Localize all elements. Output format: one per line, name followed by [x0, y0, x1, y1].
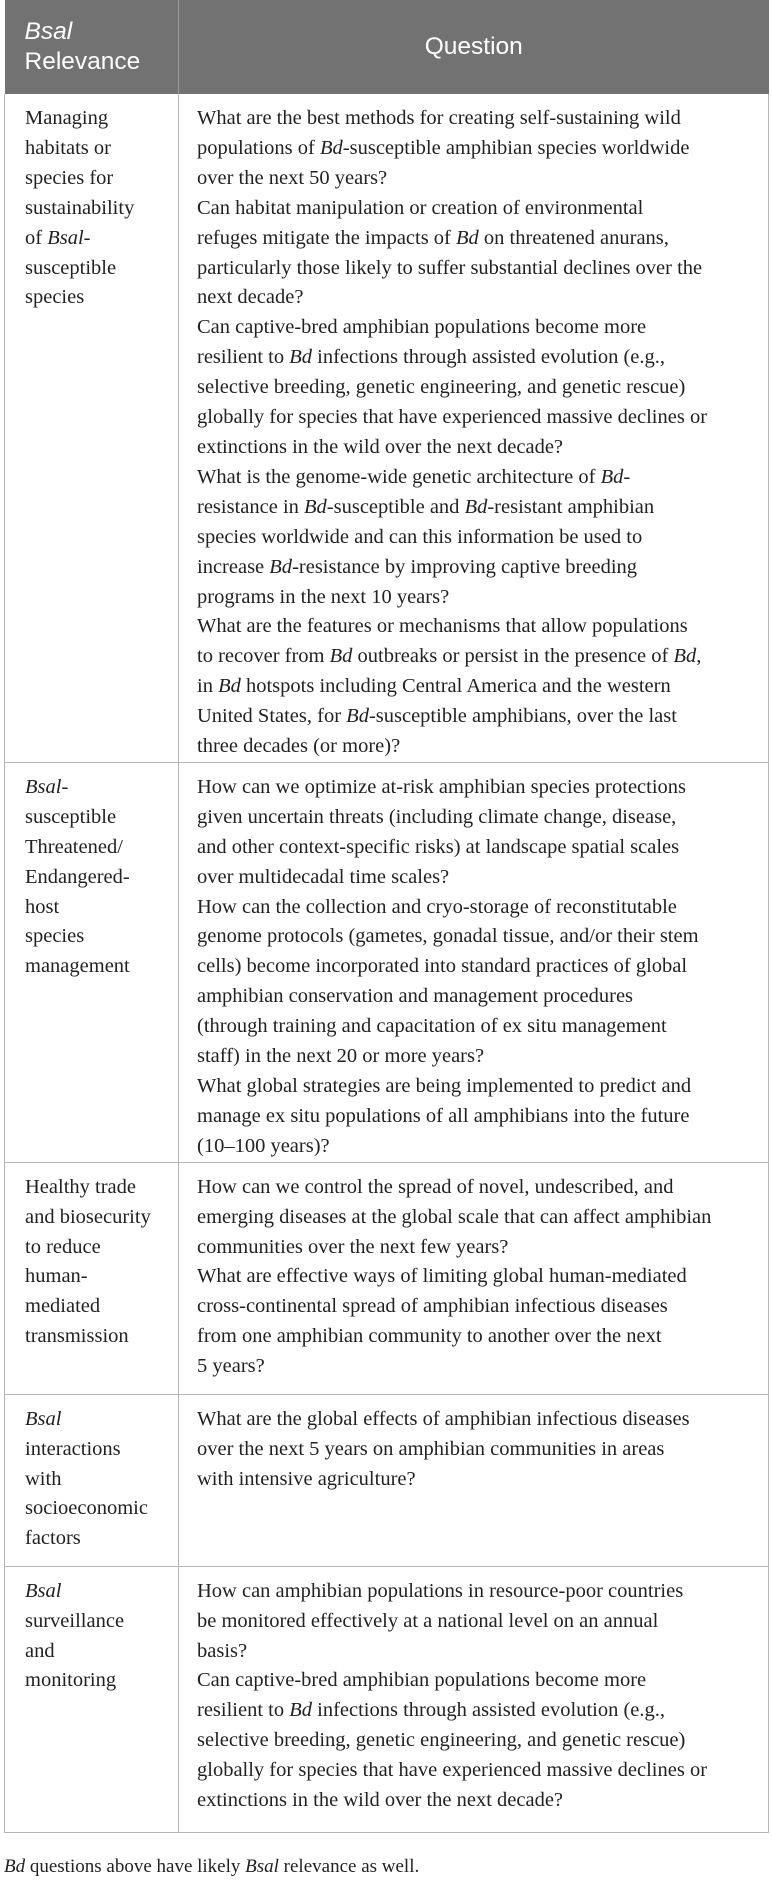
question-line: to recover from Bd outbreaks or persist in the presence of Bd, — [197, 645, 702, 668]
question-line: emerging diseases at the global scale that can affect amphibian — [197, 1205, 712, 1228]
question-line: 5 years? — [197, 1355, 265, 1378]
question-line: What are the best methods for creating self-sustaining wild — [197, 107, 681, 129]
header-relevance-line: Relevance — [24, 48, 141, 75]
relevance-line: susceptible — [25, 256, 117, 279]
relevance-line: surveillance — [25, 1609, 125, 1632]
question-line: with intensive agriculture? — [197, 1467, 416, 1490]
relevance-cell — [5, 1162, 179, 1394]
relevance-line: Endangered- — [25, 865, 130, 888]
question-line: resilient to Bd infections through assisted evolution (e.g., — [197, 346, 666, 369]
question-line: be monitored effectively at a national level on an annual — [197, 1609, 659, 1632]
relevance-line: socioeconomic — [25, 1497, 148, 1520]
question-text — [197, 612, 758, 762]
questions-table — [4, 0, 769, 1833]
question-text — [197, 463, 758, 613]
question-line: selective breeding, genetic engineering, and genetic rescue) — [197, 376, 686, 399]
question-line: How can the collection and cryo-storage of reconstitutable — [197, 895, 677, 918]
question-line: in Bd hotspots including Central America and the western — [197, 675, 671, 698]
question-line: (through training and capacitation of ex situ management — [197, 1015, 667, 1038]
table-row — [5, 1566, 769, 1832]
question-line: three decades (or more)? — [197, 735, 401, 758]
question-line: cells) become incorporated into standard practices of global — [197, 955, 688, 978]
question-line: next decade? — [197, 286, 304, 309]
question-line: What are the global effects of amphibian infectious diseases — [197, 1407, 690, 1430]
question-text — [197, 104, 758, 194]
question-line: What global strategies are being implemented to predict and — [197, 1075, 692, 1097]
relevance-line: interactions — [25, 1437, 121, 1460]
header-relevance-line: Bsal — [24, 18, 73, 45]
question-line: species worldwide and can this information be used to — [197, 525, 643, 548]
question-line: manage ex situ populations of all amphibians into the future — [197, 1104, 690, 1127]
table-footnote: Bd questions above have likely Bsal relevance as well. — [4, 1856, 420, 1877]
question-line: selective breeding, genetic engineering, and genetic rescue) — [197, 1729, 686, 1752]
relevance-line: Bsal — [25, 1407, 62, 1430]
question-line: Can captive-bred amphibian populations become more — [197, 316, 647, 339]
question-line: over the next 5 years on amphibian communities in areas — [197, 1437, 665, 1460]
table-header-row — [5, 0, 769, 94]
relevance-line: and biosecurity — [25, 1205, 151, 1228]
header-question: Question — [179, 0, 769, 94]
question-line: What are the features or mechanisms that allow populations — [197, 615, 688, 638]
question-text — [197, 1405, 758, 1495]
relevance-line: Managing — [25, 107, 109, 129]
question-text — [197, 194, 758, 314]
question-line: How can amphibian populations in resource-poor countries — [197, 1579, 684, 1602]
relevance-line: of Bsal- — [25, 226, 91, 249]
question-line: amphibian conservation and management procedures — [197, 985, 634, 1008]
relevance-line: and — [25, 1639, 55, 1662]
question-line: programs in the next 10 years? — [197, 585, 450, 608]
relevance-line: habitats or — [25, 136, 111, 159]
question-line: staff) in the next 20 or more years? — [197, 1045, 485, 1068]
relevance-line: Threatened/ — [25, 835, 123, 858]
question-cell — [179, 1162, 769, 1394]
relevance-cell — [5, 1566, 179, 1832]
question-line: globally for species that have experienced massive declines or — [197, 1759, 708, 1782]
question-line: (10–100 years)? — [197, 1134, 330, 1157]
relevance-line: Bsal- — [25, 775, 69, 798]
question-line: increase Bd-resistance by improving captive breeding — [197, 555, 638, 578]
question-line: populations of Bd-susceptible amphibian species worldwide — [197, 136, 690, 159]
relevance-line: monitoring — [25, 1669, 117, 1692]
question-line: given uncertain threats (including climate change, disease, — [197, 805, 677, 828]
question-line: genome protocols (gametes, gonadal tissue, and/or their stem — [197, 925, 699, 948]
relevance-line: Bsal — [25, 1579, 62, 1602]
question-line: particularly those likely to suffer substantial declines over the — [197, 256, 703, 279]
question-cell — [179, 1394, 769, 1566]
relevance-line: human- — [25, 1265, 88, 1288]
header-relevance — [5, 0, 179, 94]
relevance-line: host — [25, 895, 60, 918]
relevance-line: sustainability — [25, 196, 135, 219]
relevance-cell — [5, 94, 179, 762]
table-row — [5, 1162, 769, 1394]
relevance-cell — [5, 762, 179, 1162]
question-text — [197, 313, 758, 463]
relevance-line: mediated — [25, 1295, 101, 1318]
question-line: How can we control the spread of novel, undescribed, and — [197, 1175, 674, 1198]
relevance-line: factors — [25, 1527, 81, 1550]
question-line: Can habitat manipulation or creation of environmental — [197, 196, 644, 219]
question-line: extinctions in the wild over the next decade? — [197, 435, 564, 458]
question-line: Can captive-bred amphibian populations become more — [197, 1669, 647, 1692]
question-line: globally for species that have experienced massive declines or — [197, 406, 708, 429]
question-line: basis? — [197, 1639, 248, 1662]
question-line: What is the genome-wide genetic architecture of Bd- — [197, 465, 631, 488]
question-text — [197, 893, 758, 1072]
question-line: resilient to Bd infections through assisted evolution (e.g., — [197, 1699, 666, 1722]
question-line: How can we optimize at-risk amphibian species protections — [197, 775, 687, 798]
question-text — [197, 1577, 758, 1667]
relevance-line: species for — [25, 166, 114, 189]
relevance-line: management — [25, 955, 130, 978]
table-row — [5, 1394, 769, 1566]
question-line: over the next 50 years? — [197, 166, 388, 189]
relevance-line: with — [25, 1467, 62, 1490]
table-row — [5, 94, 769, 762]
question-cell — [179, 1566, 769, 1832]
question-line: resistance in Bd-susceptible and Bd-resistant amphibian — [197, 495, 655, 518]
relevance-line: species — [25, 925, 85, 948]
question-text — [197, 1072, 758, 1162]
question-text — [197, 1173, 758, 1263]
question-text — [197, 773, 758, 893]
table-row — [5, 762, 769, 1162]
question-line: over multidecadal time scales? — [197, 865, 450, 888]
relevance-line: to reduce — [25, 1235, 101, 1258]
relevance-line: transmission — [25, 1325, 129, 1348]
relevance-line: susceptible — [25, 805, 117, 828]
question-line: from one amphibian community to another over the next — [197, 1325, 662, 1348]
question-line: communities over the next few years? — [197, 1235, 509, 1258]
question-line: cross-continental spread of amphibian infectious diseases — [197, 1295, 668, 1318]
question-cell — [179, 94, 769, 762]
question-text — [197, 1666, 758, 1816]
relevance-line: species — [25, 286, 85, 309]
question-text — [197, 1262, 758, 1382]
question-line: What are effective ways of limiting global human-mediated — [197, 1265, 687, 1288]
question-line: United States, for Bd-susceptible amphibians, over the last — [197, 705, 677, 728]
relevance-line: Healthy trade — [25, 1175, 136, 1198]
question-cell — [179, 762, 769, 1162]
question-line: and other context-specific risks) at landscape spatial scales — [197, 835, 680, 858]
relevance-cell — [5, 1394, 179, 1566]
question-line: extinctions in the wild over the next decade? — [197, 1789, 564, 1812]
question-line: refuges mitigate the impacts of Bd on threatened anurans, — [197, 226, 669, 249]
